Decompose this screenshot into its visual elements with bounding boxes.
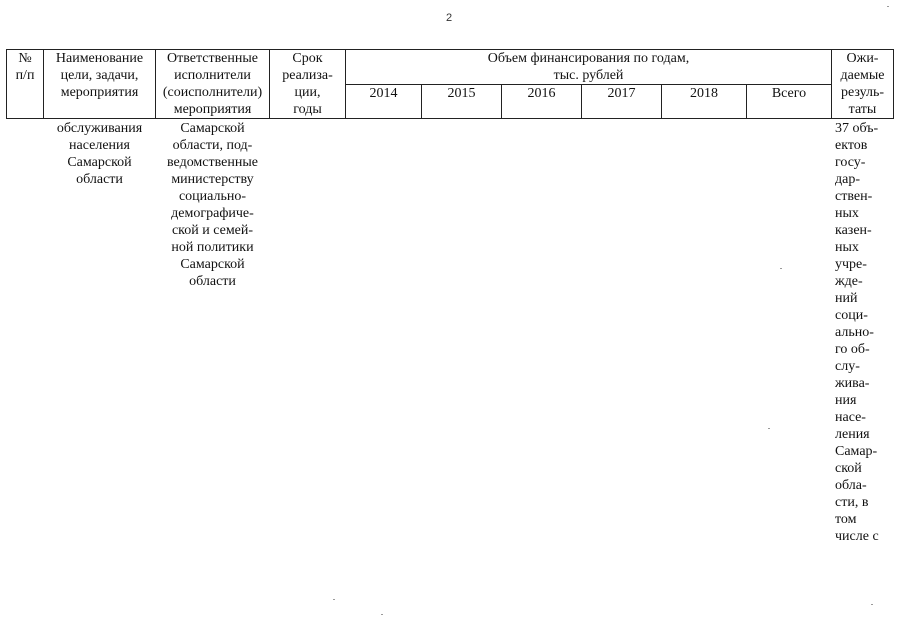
table-row: [7, 119, 894, 546]
header-num: № п/п: [7, 50, 44, 119]
cell-2018: [662, 119, 747, 546]
page-number: 2: [446, 12, 453, 24]
header-results: Ожи- даемые резуль- таты: [832, 50, 894, 119]
cell-2017: [582, 119, 662, 546]
cell-num: [7, 119, 44, 546]
cell-responsible: Самарской области, под- ведомственные министерству социально- демографиче- ской и семей- ной политики Самарской области: [167, 121, 258, 289]
header-year-2016: 2016: [502, 85, 582, 119]
header-year-2015: 2015: [422, 85, 502, 119]
cell-2014: [346, 119, 422, 546]
scan-speck: [871, 604, 873, 605]
cell-2015: [422, 119, 502, 546]
scan-speck: [333, 599, 335, 600]
scan-speck: [768, 428, 770, 429]
cell-name: обслуживания населения Самарской области: [56, 121, 143, 187]
scan-speck: [780, 268, 782, 269]
header-responsible: Ответственные исполнители (соисполнители) мероприятия: [156, 50, 270, 119]
scan-speck: [381, 614, 383, 615]
cell-results: 37 объ- ектов госу- дар- ствен- ных казен- ных учре- жде- ний соци- ально- го об- слу- жива- ния насе- ления Самар- ской обла- сти, в том числе с: [835, 121, 879, 544]
header-name: Наименование цели, задачи, мероприятия: [44, 50, 156, 119]
header-year-2018: 2018: [662, 85, 747, 119]
cell-term: [270, 119, 346, 546]
funding-table: [6, 49, 894, 545]
header-year-2017: 2017: [582, 85, 662, 119]
cell-total: [747, 119, 832, 546]
header-term: Срок реализа- ции, годы: [270, 50, 346, 119]
header-year-2014: 2014: [346, 85, 422, 119]
header-funding: Объем финансирования по годам, тыс. рублей: [346, 50, 832, 85]
cell-2016: [502, 119, 582, 546]
scan-speck: [887, 6, 889, 7]
header-total: Всего: [747, 85, 832, 119]
